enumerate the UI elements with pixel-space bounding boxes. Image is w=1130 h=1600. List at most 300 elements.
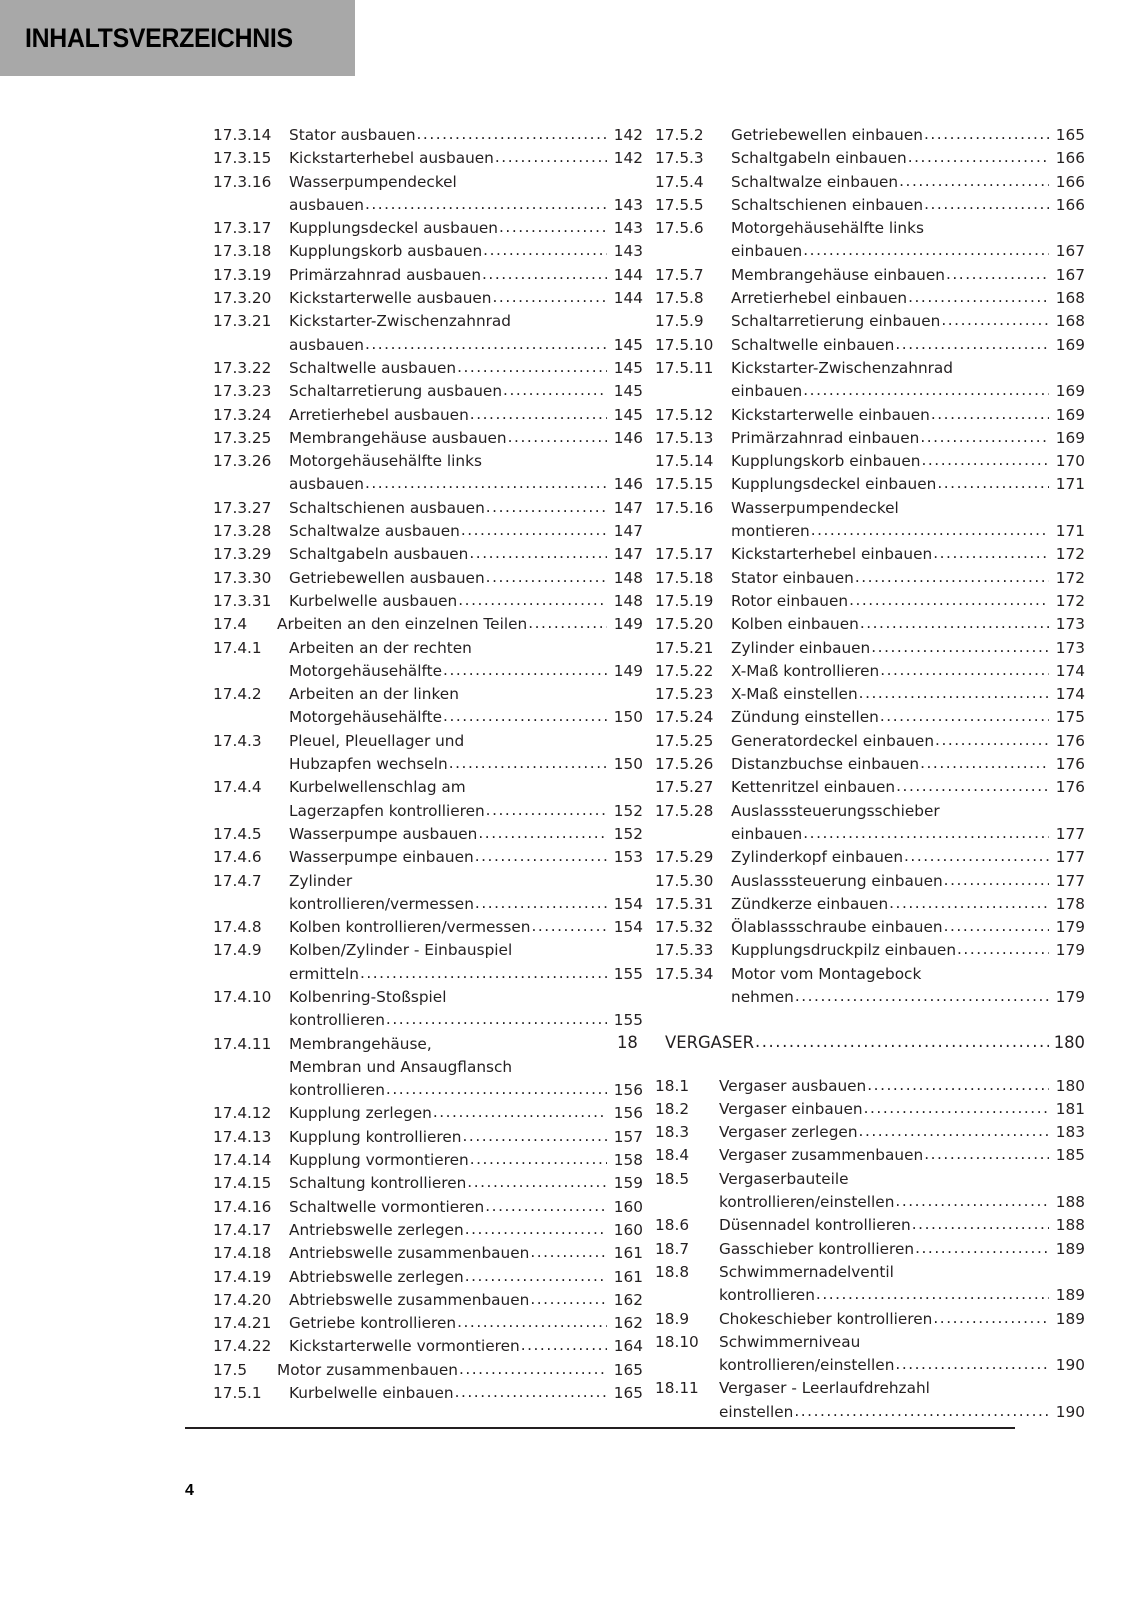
toc-leader-dots — [849, 589, 1049, 612]
toc-entry-page: 145 — [613, 358, 643, 377]
toc-entry-line — [289, 147, 643, 170]
toc-entry-title: Motorgehäusehälfte links — [731, 219, 924, 238]
toc-entry-title: Kickstarter-Zwischenzahnrad — [731, 358, 954, 377]
toc-entry-body — [289, 1219, 643, 1242]
toc-entry-number: 17.5.24 — [655, 708, 714, 727]
toc-entry[interactable] — [213, 567, 643, 590]
toc-entry-title: ausbauen — [289, 475, 364, 494]
toc-entry-line — [289, 776, 643, 799]
toc-entry-line — [289, 1242, 643, 1265]
toc-entry[interactable] — [655, 1098, 1085, 1121]
toc-entry-number: 17.4 — [213, 615, 248, 634]
toc-entry-title: Schaltgabeln einbauen — [731, 149, 907, 168]
toc-entry[interactable] — [213, 1289, 643, 1312]
toc-entry[interactable] — [655, 1308, 1085, 1331]
toc-entry[interactable] — [213, 240, 643, 263]
toc-entry-line — [719, 1121, 1085, 1144]
toc-leader-dots — [475, 845, 607, 868]
toc-leader-dots — [467, 1171, 607, 1194]
toc-entry-title: Vergaser ausbauen — [719, 1076, 867, 1095]
toc-entry-title: Schaltgabeln ausbauen — [289, 545, 469, 564]
toc-entry[interactable] — [213, 1266, 643, 1289]
toc-entry-title: Membran und Ansaugflansch — [289, 1057, 513, 1076]
toc-entry-body — [289, 217, 643, 240]
toc-entry[interactable] — [213, 1359, 643, 1382]
toc-entry[interactable] — [655, 543, 1085, 566]
toc-leader-dots — [521, 1334, 607, 1357]
toc-entry[interactable] — [655, 217, 1085, 264]
toc-entry-body — [731, 543, 1085, 566]
toc-leader-dots — [530, 1241, 607, 1264]
toc-leader-dots — [908, 286, 1049, 309]
toc-entry-title: Kolben einbauen — [731, 615, 859, 634]
toc-entry[interactable] — [213, 1219, 643, 1242]
toc-entry-title: Stator einbauen — [731, 568, 854, 587]
toc-entry-line — [289, 124, 643, 147]
toc-entry-page: 165 — [1055, 126, 1085, 144]
toc-entry-line — [289, 706, 643, 729]
toc-entry-title: ermitteln — [289, 964, 359, 983]
toc-entry-page: 189 — [1055, 1239, 1085, 1258]
toc-entry-page: 188 — [1055, 1193, 1085, 1212]
toc-entry-title: Antriebswelle zusammenbauen — [289, 1244, 530, 1263]
toc-entry-page: 150 — [613, 755, 643, 774]
toc-leader-dots — [475, 892, 607, 915]
toc-entry-title: nehmen — [731, 987, 794, 1006]
toc-entry-number: 17.4.5 — [213, 824, 262, 843]
toc-entry-number: 17.5.3 — [655, 149, 704, 168]
toc-entry-body — [731, 730, 1085, 753]
toc-entry-line — [731, 217, 1085, 240]
toc-entry-title: Schaltwelle vormontieren — [289, 1197, 485, 1216]
toc-entry-line — [289, 1289, 643, 1312]
toc-entry[interactable] — [213, 520, 643, 543]
toc-leader-dots — [469, 542, 607, 565]
toc-entry[interactable] — [655, 1121, 1085, 1144]
toc-entry[interactable] — [213, 939, 643, 986]
toc-entry-line — [719, 1214, 1085, 1237]
toc-entry[interactable] — [213, 380, 643, 403]
toc-entry-body — [731, 637, 1085, 660]
toc-entry-line — [289, 683, 643, 706]
toc-entry[interactable] — [213, 916, 643, 939]
footer-divider — [185, 1427, 1015, 1429]
toc-entry[interactable] — [213, 637, 643, 684]
toc-entry-line — [731, 776, 1085, 799]
toc-entry-line — [289, 1312, 643, 1335]
toc-entry[interactable] — [655, 310, 1085, 333]
toc-entry[interactable] — [617, 1031, 1085, 1054]
toc-leader-dots — [957, 938, 1049, 961]
toc-entry-line — [289, 334, 643, 357]
toc-entry[interactable] — [213, 823, 643, 846]
toc-entry[interactable] — [655, 1238, 1085, 1261]
toc-entry[interactable] — [213, 1102, 643, 1125]
toc-entry-number: 18.7 — [655, 1239, 690, 1258]
toc-entry-body — [289, 357, 643, 380]
toc-leader-dots — [924, 193, 1049, 216]
toc-entry[interactable] — [655, 1214, 1085, 1237]
toc-entry-line — [731, 171, 1085, 194]
toc-leader-dots — [921, 449, 1049, 472]
toc-entry-line — [289, 357, 643, 380]
toc-entry-line — [289, 1079, 643, 1102]
toc-entry[interactable] — [655, 963, 1085, 1010]
toc-entry[interactable] — [655, 497, 1085, 544]
toc-entry-title: X-Maß einstellen — [731, 685, 858, 704]
toc-entry-title: Primärzahnrad ausbauen — [289, 265, 482, 284]
toc-entry[interactable] — [213, 543, 643, 566]
toc-leader-dots — [417, 123, 607, 146]
toc-entry[interactable] — [213, 1312, 643, 1335]
toc-entry[interactable] — [655, 776, 1085, 799]
toc-entry-page: 177 — [1055, 871, 1085, 890]
toc-entry[interactable] — [213, 404, 643, 427]
toc-leader-dots — [459, 1358, 607, 1381]
toc-entry-page: 173 — [1055, 638, 1085, 657]
toc-entry[interactable] — [213, 264, 643, 287]
toc-entry-page: 152 — [613, 824, 643, 843]
toc-entry-page: 166 — [1055, 195, 1085, 214]
toc-entry-number: 17.5.20 — [655, 615, 714, 634]
toc-entry-title: Schaltschienen einbauen — [731, 195, 924, 214]
toc-entry[interactable] — [655, 800, 1085, 847]
toc-entry-page: 156 — [613, 1081, 643, 1100]
toc-leader-dots — [871, 636, 1049, 659]
toc-entry-title: kontrollieren — [289, 1081, 385, 1100]
toc-entry-page: 155 — [613, 964, 643, 983]
toc-entry-line — [731, 683, 1085, 706]
toc-entry-title: Kupplungsdeckel einbauen — [731, 475, 937, 494]
toc-entry-line — [289, 637, 643, 660]
toc-leader-dots — [904, 845, 1049, 868]
toc-entry-body — [731, 800, 1085, 847]
toc-entry[interactable] — [655, 846, 1085, 869]
toc-entry-line — [719, 1401, 1085, 1424]
toc-entry[interactable] — [213, 1242, 643, 1265]
toc-entry-page: 179 — [1055, 987, 1085, 1006]
toc-entry[interactable] — [655, 473, 1085, 496]
toc-entry-body — [731, 567, 1085, 590]
toc-entry-line — [289, 380, 643, 403]
toc-entry[interactable] — [213, 730, 643, 777]
toc-entry-page: 144 — [613, 289, 643, 308]
toc-entry[interactable] — [655, 357, 1085, 404]
toc-entry[interactable] — [213, 1382, 643, 1405]
toc-entry-title: Wasserpumpe ausbauen — [289, 824, 478, 843]
toc-leader-dots — [915, 1237, 1049, 1260]
toc-entry-number: 17.4.15 — [213, 1174, 272, 1193]
toc-entry[interactable] — [213, 986, 643, 1033]
toc-entry[interactable] — [655, 567, 1085, 590]
toc-entry-line — [289, 404, 643, 427]
toc-leader-dots — [880, 659, 1049, 682]
toc-entry-title: Arbeiten an der linken — [289, 685, 459, 704]
toc-entry[interactable] — [213, 1335, 643, 1358]
toc-entry-body — [289, 986, 643, 1033]
toc-entry-line — [289, 963, 643, 986]
toc-entry[interactable] — [213, 217, 643, 240]
toc-entry-title: Kickstarterwelle ausbauen — [289, 289, 492, 308]
toc-entry-title: Schaltwelle einbauen — [731, 335, 895, 354]
toc-entry[interactable] — [213, 1033, 643, 1103]
toc-entry-body — [289, 637, 643, 684]
toc-leader-dots — [944, 915, 1049, 938]
toc-entry-body — [731, 473, 1085, 496]
toc-entry[interactable] — [655, 427, 1085, 450]
toc-leader-dots — [880, 705, 1049, 728]
toc-entry-number: 17.4.14 — [213, 1151, 272, 1170]
toc-entry-page: 154 — [613, 918, 643, 937]
toc-entry[interactable] — [655, 1144, 1085, 1167]
toc-entry-title: Arbeiten an den einzelnen Teilen — [277, 615, 528, 634]
toc-leader-dots — [895, 1190, 1049, 1213]
toc-entry-body — [731, 870, 1085, 893]
toc-entry[interactable] — [213, 1126, 643, 1149]
toc-entry-title: Hubzapfen wechseln — [289, 755, 448, 774]
toc-entry[interactable] — [655, 171, 1085, 194]
toc-entry-title: Arretierhebel ausbauen — [289, 405, 469, 424]
toc-entry[interactable] — [655, 1331, 1085, 1378]
toc-leader-dots — [531, 915, 607, 938]
toc-entry-body — [289, 1196, 643, 1219]
toc-entry[interactable] — [213, 427, 643, 450]
toc-entry-line — [289, 567, 643, 590]
toc-leader-dots — [530, 1288, 607, 1311]
toc-entry-title: ausbauen — [289, 335, 364, 354]
toc-entry-line — [731, 473, 1085, 496]
toc-entry-body — [731, 124, 1085, 147]
toc-entry-line — [289, 1196, 643, 1219]
toc-entry-page: 169 — [1055, 405, 1085, 424]
toc-entry[interactable] — [655, 683, 1085, 706]
toc-entry-line — [731, 427, 1085, 450]
toc-entry-page: 168 — [1055, 289, 1085, 308]
toc-entry[interactable] — [213, 613, 643, 636]
toc-entry[interactable] — [213, 776, 643, 823]
toc-entry[interactable] — [655, 334, 1085, 357]
toc-entry[interactable] — [213, 1172, 643, 1195]
toc-entry-number: 17.3.16 — [213, 172, 272, 191]
toc-entry-title: Zündkerze einbauen — [731, 894, 889, 913]
toc-entry-page: 179 — [1055, 918, 1085, 937]
toc-entry-line — [731, 567, 1085, 590]
toc-entry-title: Zylinderkopf einbauen — [731, 848, 904, 867]
toc-entry-title: VERGASER — [665, 1033, 755, 1053]
toc-entry-number: 17.3.26 — [213, 452, 272, 471]
toc-entry-title: einbauen — [731, 824, 803, 843]
toc-entry[interactable] — [655, 147, 1085, 170]
toc-entry-page: 156 — [613, 1104, 643, 1123]
toc-entry-line — [731, 450, 1085, 473]
toc-leader-dots — [933, 1307, 1049, 1330]
toc-entry-body — [731, 963, 1085, 1010]
toc-entry-body — [719, 1075, 1085, 1098]
toc-entry-line — [289, 1266, 643, 1289]
toc-entry-page: 147 — [613, 522, 643, 541]
toc-entry[interactable] — [213, 287, 643, 310]
toc-entry-line — [731, 753, 1085, 776]
toc-entry-body — [731, 893, 1085, 916]
toc-entry[interactable] — [655, 939, 1085, 962]
toc-entry-line — [731, 147, 1085, 170]
toc-entry-number: 17.4.16 — [213, 1197, 272, 1216]
toc-entry[interactable] — [655, 893, 1085, 916]
toc-entry[interactable] — [655, 706, 1085, 729]
toc-entry[interactable] — [655, 1261, 1085, 1308]
toc-entry[interactable] — [213, 846, 643, 869]
toc-entry-title: Schaltwalze einbauen — [731, 172, 899, 191]
toc-entry[interactable] — [655, 590, 1085, 613]
toc-entry[interactable] — [655, 287, 1085, 310]
toc-entry-line — [289, 986, 643, 1009]
toc-entry-title: Kolbenring-Stoßspiel — [289, 987, 447, 1006]
toc-leader-dots — [365, 193, 607, 216]
toc-entry-body — [289, 1382, 643, 1405]
toc-entry-page: 167 — [1055, 265, 1085, 284]
toc-entry-number: 18.9 — [655, 1309, 690, 1328]
toc-entry-line — [719, 1308, 1085, 1331]
toc-entry-line — [731, 590, 1085, 613]
toc-entry-number: 18.5 — [655, 1169, 690, 1188]
toc-entry-page: 171 — [1055, 475, 1085, 494]
toc-entry-line — [289, 1335, 643, 1358]
toc-entry[interactable] — [655, 1075, 1085, 1098]
toc-entry[interactable] — [213, 450, 643, 497]
toc-entry-number: 18.10 — [655, 1332, 699, 1351]
toc-entry[interactable] — [213, 683, 643, 730]
toc-entry-body — [289, 916, 643, 939]
toc-entry-page: 148 — [613, 591, 643, 610]
toc-entry[interactable] — [655, 753, 1085, 776]
toc-entry-title: Schaltschienen ausbauen — [289, 498, 485, 517]
toc-entry-title: Kurbelwellenschlag am — [289, 778, 466, 797]
toc-entry-number: 17.4.17 — [213, 1220, 272, 1239]
toc-entry-line — [719, 1191, 1085, 1214]
toc-entry-title: Kupplungsdruckpilz einbauen — [731, 941, 957, 960]
toc-entry-body — [289, 520, 643, 543]
toc-entry[interactable] — [213, 124, 643, 147]
toc-entry-title: Kupplung zerlegen — [289, 1104, 432, 1123]
toc-entry[interactable] — [655, 1168, 1085, 1215]
toc-entry-line — [731, 310, 1085, 333]
toc-entry[interactable] — [655, 450, 1085, 473]
toc-entry-title: Motor vom Montagebock — [731, 964, 922, 983]
toc-entry-line — [719, 1377, 1085, 1400]
toc-entry[interactable] — [655, 613, 1085, 636]
toc-leader-dots — [485, 1195, 607, 1218]
toc-entry-body — [731, 497, 1085, 544]
toc-entry-body — [731, 217, 1085, 264]
toc-entry-line — [289, 264, 643, 287]
toc-entry[interactable] — [213, 357, 643, 380]
toc-entry-line — [731, 543, 1085, 566]
toc-leader-dots — [458, 589, 607, 612]
toc-entry-line — [731, 893, 1085, 916]
toc-entry-page: 159 — [613, 1174, 643, 1193]
toc-entry-body — [289, 310, 643, 357]
toc-entry-title: ausbauen — [289, 195, 364, 214]
toc-entry[interactable] — [655, 730, 1085, 753]
toc-entry-number: 17.5 — [213, 1360, 248, 1379]
toc-entry[interactable] — [655, 870, 1085, 893]
toc-entry-line — [289, 1009, 643, 1032]
toc-entry-title: Getriebewellen ausbauen — [289, 568, 485, 587]
toc-entry-line — [731, 800, 1085, 823]
toc-entry[interactable] — [655, 1377, 1085, 1424]
toc-entry-body — [719, 1331, 1085, 1378]
toc-leader-dots — [920, 752, 1049, 775]
toc-leader-dots — [941, 309, 1049, 332]
toc-entry-title: Arretierhebel einbauen — [731, 289, 908, 308]
toc-entry-line — [289, 846, 643, 869]
toc-entry[interactable] — [213, 171, 643, 218]
toc-entry-page: 166 — [1055, 172, 1085, 191]
toc-entry-body — [731, 357, 1085, 404]
toc-entry[interactable] — [655, 124, 1085, 147]
toc-entry[interactable] — [655, 660, 1085, 683]
toc-entry-number: 17.5.16 — [655, 498, 714, 517]
toc-entry-body — [289, 1289, 643, 1312]
toc-entry-body — [289, 380, 643, 403]
toc-entry[interactable] — [213, 870, 643, 917]
toc-entry-body — [719, 1261, 1085, 1308]
toc-entry-page: 154 — [613, 894, 643, 913]
toc-entry-number: 17.3.17 — [213, 219, 272, 238]
toc-entry[interactable] — [213, 590, 643, 613]
toc-entry[interactable] — [655, 637, 1085, 660]
toc-leader-dots — [912, 1213, 1049, 1236]
toc-entry-line — [289, 450, 643, 473]
toc-entry-page: 173 — [1055, 615, 1085, 634]
toc-leader-dots — [867, 1074, 1049, 1097]
toc-entry[interactable] — [655, 916, 1085, 939]
toc-entry[interactable] — [655, 264, 1085, 287]
toc-entry-title: Düsennadel kontrollieren — [719, 1216, 911, 1235]
toc-entry-page: 178 — [1055, 894, 1085, 913]
toc-leader-dots — [443, 659, 607, 682]
toc-entry[interactable] — [213, 147, 643, 170]
toc-entry-page: 177 — [1055, 848, 1085, 867]
toc-entry-line — [289, 1219, 643, 1242]
toc-entry[interactable] — [213, 1149, 643, 1172]
toc-leader-dots — [937, 472, 1049, 495]
toc-entry-body — [289, 404, 643, 427]
toc-entry-title: Schwimmernadelventil — [719, 1262, 894, 1281]
toc-entry-number: 18.3 — [655, 1123, 690, 1142]
toc-entry[interactable] — [655, 404, 1085, 427]
toc-entry[interactable] — [655, 194, 1085, 217]
toc-entry-number: 17.4.1 — [213, 638, 262, 657]
toc-entry-title: Membrangehäuse einbauen — [731, 265, 945, 284]
toc-entry-body — [289, 590, 643, 613]
toc-entry[interactable] — [213, 1196, 643, 1219]
toc-entry-line — [289, 240, 643, 263]
toc-leader-dots — [386, 1078, 607, 1101]
toc-entry-number: 18.2 — [655, 1099, 690, 1118]
toc-entry-page: 177 — [1055, 824, 1085, 843]
toc-entry[interactable] — [213, 497, 643, 520]
toc-entry-body — [731, 194, 1085, 217]
toc-entry-page: 164 — [613, 1337, 643, 1356]
toc-entry-line — [731, 404, 1085, 427]
toc-entry-page: 166 — [1055, 149, 1085, 168]
toc-entry-page: 169 — [1055, 382, 1085, 401]
toc-leader-dots — [465, 1218, 607, 1241]
toc-entry-title: Abtriebswelle zusammenbauen — [289, 1290, 530, 1309]
toc-entry[interactable] — [213, 310, 643, 357]
toc-entry-body — [289, 427, 643, 450]
